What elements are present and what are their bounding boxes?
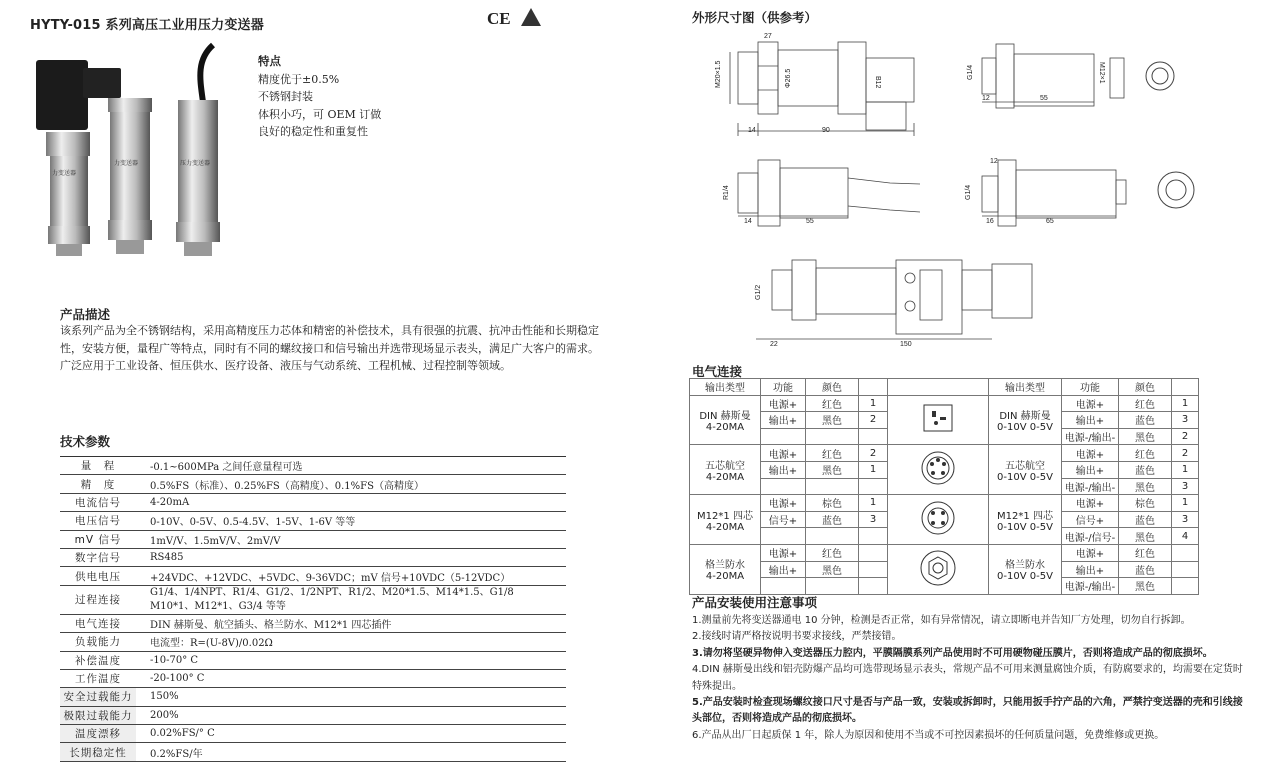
spec-key: 补偿温度 <box>60 651 136 669</box>
cable-gland-icon <box>888 544 989 594</box>
output-type-cell <box>989 395 1062 445</box>
cable <box>200 45 213 102</box>
electrical-header: 输出类型 <box>989 379 1062 396</box>
spec-key: 电压信号 <box>60 512 136 530</box>
pin-cell <box>859 578 888 595</box>
spec-value: 200% <box>136 706 566 724</box>
product-photo <box>28 40 258 260</box>
spec-key: 极限过载能力 <box>60 706 136 724</box>
svg-text:12: 12 <box>990 158 998 165</box>
pin-cell <box>1172 578 1199 595</box>
function-cell <box>761 578 806 595</box>
output-type: 格兰防水 <box>705 560 745 572</box>
function-cell: 电源-/输出- <box>1062 478 1119 495</box>
output-type: DIN 赫斯曼 <box>999 410 1051 422</box>
spec-key: 电气连接 <box>60 614 136 632</box>
spec-row <box>60 585 566 614</box>
spec-value: G1/4、1/4NPT、R1/4、G1/2、1/2NPT、R1/2、M20*1.5、M14*1.5、G1/8 M10*1、M12*1、G3/4 等等 <box>136 585 566 614</box>
function-cell: 输出+ <box>1062 461 1119 478</box>
spec-value: RS485 <box>136 548 566 566</box>
spec-key: 供电电压 <box>60 567 136 585</box>
electrical-header: 颜色 <box>1119 379 1172 396</box>
features-heading: 特点 <box>258 54 281 68</box>
transmitter-body <box>178 116 218 222</box>
note-item: 5.产品安装时检查现场螺纹接口尺寸是否与产品一致，安装或拆卸时，只能用扳手拧产品的六角，严禁拧变送器的壳和引线接头部位，否则将造成产品的彻底损坏。 <box>692 697 1243 725</box>
spec-row <box>60 475 566 493</box>
spec-value: -0.1~600MPa 之间任意量程可选 <box>136 457 566 475</box>
function-cell <box>761 478 806 495</box>
svg-text:B12: B12 <box>874 76 881 89</box>
dimensions-heading: 外形尺寸图（供参考） <box>692 10 818 25</box>
spec-row <box>60 457 566 475</box>
output-type-cell <box>690 495 761 545</box>
output-type-cell <box>690 395 761 445</box>
spec-key: 电流信号 <box>60 493 136 511</box>
drawing-display-head <box>756 260 1032 339</box>
output-type-cell <box>989 495 1062 545</box>
color-cell: 棕色 <box>1119 495 1172 512</box>
function-cell: 电源+ <box>1062 445 1119 462</box>
color-cell: 红色 <box>1119 395 1172 412</box>
spec-value: +24VDC、+12VDC、+5VDC、9-36VDC；mV 信号+10VDC（5-12VDC） <box>136 567 566 585</box>
description-paragraph: 该系列产品为全不锈钢结构，采用高精度压力芯体和精密的补偿技术，具有很强的抗震、抗冲击性能和长期稳定性，安装方便，量程广等特点，同时有不同的螺纹接口和信号输出并选带现场显示表头，满足广大客户的需求。 <box>60 324 599 355</box>
svg-text:M20×1.5: M20×1.5 <box>715 60 722 88</box>
output-type-cell <box>690 544 761 594</box>
spec-value: 150% <box>136 688 566 706</box>
electrical-table <box>689 378 1199 595</box>
spec-key: 工作温度 <box>60 669 136 687</box>
pin-cell: 1 <box>1172 395 1199 412</box>
note-item: 2.接线时请严格按说明书要求接线，严禁接错。 <box>692 631 902 643</box>
function-cell: 信号+ <box>1062 511 1119 528</box>
output-type-cell <box>690 445 761 495</box>
output-type: DIN 赫斯曼 <box>699 410 751 422</box>
output-signal: 0-10V 0-5V <box>997 471 1053 483</box>
function-cell: 电源+ <box>1062 544 1119 561</box>
svg-text:55: 55 <box>1040 95 1048 102</box>
color-cell: 黑色 <box>806 561 859 578</box>
output-type-cell <box>989 544 1062 594</box>
note-item: 4.DIN 赫斯曼出线和铝壳防爆产品均可选带现场显示表头，常规产品不可用来测量腐蚀介质，有防腐要求的，均需要在定货时特殊提出。 <box>692 664 1243 692</box>
pin-cell: 3 <box>859 511 888 528</box>
description-heading: 产品描述 <box>60 307 111 322</box>
function-cell: 电源-/输出- <box>1062 428 1119 445</box>
output-signal: 4-20MA <box>705 421 745 433</box>
din-connector-icon <box>888 395 989 445</box>
feature-item: 良好的稳定性和重复性 <box>258 125 368 138</box>
spec-key: 安全过载能力 <box>60 688 136 706</box>
color-cell: 红色 <box>806 445 859 462</box>
electrical-header: 功能 <box>761 379 806 396</box>
electrical-header: 功能 <box>1062 379 1119 396</box>
certification-marks <box>487 8 547 29</box>
electrical-header <box>1172 379 1199 396</box>
drawing-din-connector <box>730 42 914 136</box>
electrical-row <box>690 495 1199 512</box>
function-cell: 电源+ <box>1062 395 1119 412</box>
spec-row <box>60 651 566 669</box>
svg-text:90: 90 <box>822 127 830 134</box>
spec-row <box>60 548 566 566</box>
color-cell: 黑色 <box>1119 528 1172 545</box>
spec-row <box>60 743 566 761</box>
spec-value: 0.5%FS（标准）、0.25%FS（高精度）、0.1%FS（高精度） <box>136 475 566 493</box>
output-signal: 0-10V 0-5V <box>997 521 1053 533</box>
output-type-cell <box>989 445 1062 495</box>
svg-text:M12×1: M12×1 <box>1098 62 1105 84</box>
spec-value: 4-20mA <box>136 493 566 511</box>
spec-value: -20-100° C <box>136 669 566 687</box>
color-cell: 蓝色 <box>806 511 859 528</box>
color-cell: 黑色 <box>1119 428 1172 445</box>
function-cell <box>761 528 806 545</box>
function-cell: 电源-/信号- <box>1062 528 1119 545</box>
color-cell <box>806 428 859 445</box>
color-cell: 蓝色 <box>1119 511 1172 528</box>
electrical-row <box>690 544 1199 561</box>
svg-text:G1/2: G1/2 <box>755 284 762 300</box>
function-cell: 输出+ <box>761 561 806 578</box>
color-cell: 红色 <box>806 544 859 561</box>
drawing-cable <box>738 160 920 226</box>
note-item: 1.测量前先将变送器通电 10 分钟，检测是否正常，如有异常情况，请立即断电并告知厂方处理，切勿自行拆卸。 <box>692 615 1191 626</box>
pin-cell: 3 <box>1172 511 1199 528</box>
ce-mark: CE <box>487 9 511 28</box>
function-cell: 电源+ <box>761 445 806 462</box>
function-cell: 输出+ <box>761 461 806 478</box>
color-cell: 棕色 <box>806 495 859 512</box>
spec-key: 过程连接 <box>60 585 136 614</box>
output-type: M12*1 四芯 <box>697 510 753 522</box>
pin-cell: 3 <box>1172 412 1199 429</box>
feature-item: 体积小巧，可 OEM 订做 <box>258 107 382 121</box>
electrical-heading: 电气连接 <box>692 364 743 379</box>
spec-row <box>60 725 566 743</box>
pin-cell: 2 <box>859 412 888 429</box>
function-cell: 输出+ <box>1062 561 1119 578</box>
function-cell: 电源+ <box>761 544 806 561</box>
spec-row <box>60 614 566 632</box>
feature-item: 不锈钢封装 <box>258 90 313 103</box>
color-cell: 红色 <box>1119 544 1172 561</box>
electrical-header: 输出类型 <box>690 379 761 396</box>
spec-row <box>60 706 566 724</box>
svg-text:150: 150 <box>900 341 912 348</box>
output-signal: 4-20MA <box>705 571 745 583</box>
svg-text:27: 27 <box>764 33 772 40</box>
description-body <box>60 322 620 375</box>
electrical-row <box>690 395 1199 412</box>
svg-text:55: 55 <box>806 218 814 225</box>
function-cell: 输出+ <box>761 412 806 429</box>
color-cell: 红色 <box>806 395 859 412</box>
svg-text:力变送器: 力变送器 <box>114 161 139 167</box>
svg-text:R1/4: R1/4 <box>723 185 730 200</box>
note-item: 6.产品从出厂日起质保 1 年，除人为原因和使用不当或不可控因素损坏的任何质量问题，免费维修或更换。 <box>692 729 1165 741</box>
color-cell <box>806 578 859 595</box>
specs-table <box>60 456 566 762</box>
pin-cell <box>859 528 888 545</box>
color-cell: 黑色 <box>806 461 859 478</box>
color-cell <box>806 528 859 545</box>
spec-row <box>60 669 566 687</box>
function-cell: 输出+ <box>1062 412 1119 429</box>
color-cell: 蓝色 <box>1119 461 1172 478</box>
svg-text:G1/4: G1/4 <box>967 64 974 80</box>
pin-cell: 2 <box>1172 428 1199 445</box>
feature-item: 精度优于±0.5% <box>258 72 340 86</box>
notes-list <box>692 613 1252 744</box>
document-title: HYTY-015 系列高压工业用压力变送器 <box>30 18 264 33</box>
pin-cell <box>859 561 888 578</box>
electrical-header <box>859 379 888 396</box>
output-signal: 0-10V 0-5V <box>997 571 1053 583</box>
spec-row <box>60 633 566 651</box>
pin-cell <box>1172 561 1199 578</box>
pin-cell <box>859 544 888 561</box>
specs-heading: 技术参数 <box>60 434 111 449</box>
color-cell: 蓝色 <box>1119 561 1172 578</box>
spec-value: 0-10V、0-5V、0.5-4.5V、1-5V、1-6V 等等 <box>136 512 566 530</box>
pin-cell: 3 <box>1172 478 1199 495</box>
m12-connector-icon <box>888 495 989 545</box>
spec-key: 数字信号 <box>60 548 136 566</box>
spec-value: 电流型：R=(U-8V)/0.02Ω <box>136 633 566 651</box>
pin-cell: 1 <box>859 495 888 512</box>
svg-text:14: 14 <box>748 127 756 134</box>
spec-key: 精 度 <box>60 475 136 493</box>
output-type: M12*1 四芯 <box>997 510 1053 522</box>
output-signal: 0-10V 0-5V <box>997 421 1053 433</box>
spec-row <box>60 512 566 530</box>
function-cell: 信号+ <box>761 511 806 528</box>
svg-text:力变送器: 力变送器 <box>52 171 77 177</box>
color-cell <box>806 478 859 495</box>
color-cell: 黑色 <box>1119 478 1172 495</box>
svg-text:14: 14 <box>744 218 752 225</box>
spec-key: 温度漂移 <box>60 725 136 743</box>
function-cell <box>761 428 806 445</box>
drawing-aviation-plug <box>982 160 1126 226</box>
transmitter-body <box>50 156 88 226</box>
pin-cell: 2 <box>859 445 888 462</box>
spec-value: DIN 赫斯曼、航空插头、格兰防水、M12*1 四芯插件 <box>136 614 566 632</box>
pin-cell <box>1172 544 1199 561</box>
function-cell: 电源+ <box>761 495 806 512</box>
color-cell: 黑色 <box>1119 578 1172 595</box>
svg-text:G1/4: G1/4 <box>965 184 972 200</box>
note-item: 3.请勿将坚硬异物伸入变送器压力腔内，平膜隔膜系列产品使用时不可用硬物碰压膜片，否则将造成产品的彻底损坏。 <box>692 647 1213 659</box>
spec-value: 1mV/V、1.5mV/V、2mV/V <box>136 530 566 548</box>
spec-value: 0.2%FS/年 <box>136 743 566 761</box>
description-paragraph: 广泛应用于工业设备、恒压供水、医疗设备、液压与气动系统、工程机械、过程控制等领域。 <box>60 359 511 372</box>
svg-text:22: 22 <box>770 341 778 348</box>
pin-cell: 2 <box>1172 445 1199 462</box>
function-cell: 电源+ <box>761 395 806 412</box>
svg-text:12: 12 <box>982 95 990 102</box>
electrical-header: 颜色 <box>806 379 859 396</box>
pin-cell <box>859 478 888 495</box>
electrical-row <box>690 445 1199 462</box>
spec-key: mV 信号 <box>60 530 136 548</box>
spec-row <box>60 493 566 511</box>
color-cell: 黑色 <box>806 412 859 429</box>
svg-text:压力变送器: 压力变送器 <box>180 161 211 167</box>
dimension-drawings <box>690 28 1250 358</box>
function-cell: 电源-/输出- <box>1062 578 1119 595</box>
pin-cell: 1 <box>859 395 888 412</box>
spec-value: 0.02%FS/° C <box>136 725 566 743</box>
color-cell: 蓝色 <box>1119 412 1172 429</box>
electrical-header <box>888 379 989 396</box>
pin-cell: 1 <box>1172 495 1199 512</box>
notes-heading: 产品安装使用注意事项 <box>692 595 818 610</box>
output-type: 五芯航空 <box>705 460 745 472</box>
pin-cell: 4 <box>1172 528 1199 545</box>
electrical-header-row <box>690 379 1199 396</box>
spec-key: 长期稳定性 <box>60 743 136 761</box>
output-type: 五芯航空 <box>1005 460 1045 472</box>
pin-cell: 1 <box>1172 461 1199 478</box>
output-signal: 4-20MA <box>705 471 745 483</box>
spec-key: 量 程 <box>60 457 136 475</box>
spec-row <box>60 567 566 585</box>
din-connector <box>36 60 88 130</box>
five-pin-aviation-icon <box>888 445 989 495</box>
output-signal: 4-20MA <box>705 521 745 533</box>
spec-key: 负载能力 <box>60 633 136 651</box>
spec-value: -10-70° C <box>136 651 566 669</box>
pin-cell: 1 <box>859 461 888 478</box>
output-type: 格兰防水 <box>1005 560 1045 572</box>
spec-row <box>60 688 566 706</box>
features-list <box>258 53 381 141</box>
svg-text:65: 65 <box>1046 218 1054 225</box>
ex-mark-icon <box>521 8 541 26</box>
function-cell: 电源+ <box>1062 495 1119 512</box>
svg-text:16: 16 <box>986 218 994 225</box>
color-cell: 红色 <box>1119 445 1172 462</box>
spec-row <box>60 530 566 548</box>
hex-nut <box>46 132 90 156</box>
svg-text:Φ26.5: Φ26.5 <box>785 68 792 88</box>
pin-cell <box>859 428 888 445</box>
